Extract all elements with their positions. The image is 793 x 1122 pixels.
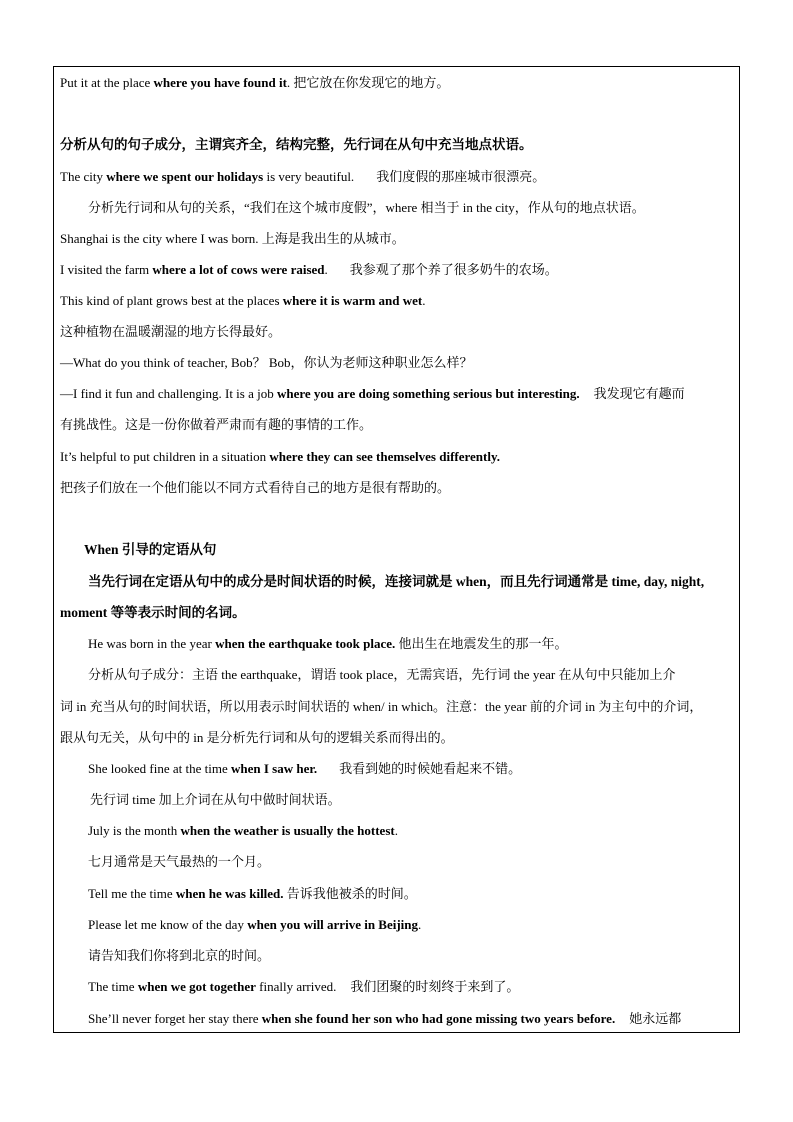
translation-line: 有挑战性。这是一份你做着严肃而有趣的事情的工作。 bbox=[60, 417, 373, 432]
example-line: The time when we got together finally arrived. 我们团聚的时刻终于来到了。 bbox=[88, 979, 520, 994]
example-line: He was born in the year when the earthquake took place. 他出生在地震发生的那一年。 bbox=[88, 636, 568, 651]
document-frame bbox=[53, 66, 740, 1033]
analysis-text: 分析先行词和从句的关系，“我们在这个城市度假”，where 相当于 in the city，作从句的地点状语。 bbox=[88, 200, 645, 215]
example-line: —What do you think of teacher, Bob？ Bob，你认为老师这种职业怎么样？ bbox=[60, 355, 473, 370]
example-line: Shanghai is the city where I was born. 上海是我出生的从城市。 bbox=[60, 231, 405, 246]
translation-line: 这种植物在温暖潮湿的地方长得最好。 bbox=[60, 324, 282, 339]
example-line: The city where we spent our holidays is very beautiful. 我们度假的那座城市很漂亮。 bbox=[60, 169, 546, 184]
translation-line: 请告知我们你将到北京的时间。 bbox=[88, 948, 271, 963]
analysis-text: 跟从句无关，从句中的 in 是分析先行词和从句的逻辑关系而得出的。 bbox=[60, 730, 454, 745]
analysis-text: 词 in 充当从句的时间状语，所以用表示时间状语的 when/ in which。注意：the year 前的介词 in 为主句中的介词， bbox=[60, 699, 703, 714]
analysis-text: 分析从句子成分：主语 the earthquake，谓语 took place，无需宾语，先行词 the year 在从句中只能加上介 bbox=[88, 667, 676, 682]
section-heading: When 引导的定语从句 bbox=[84, 542, 217, 557]
example-line: July is the month when the weather is usually the hottest. bbox=[88, 823, 398, 838]
example-line: It’s helpful to put children in a situation where they can see themselves differently. bbox=[60, 449, 501, 464]
rule-text: 当先行词在定语从句中的成分是时间状语的时候，连接词就是 when，而且先行词通常是 time, day, night, bbox=[88, 574, 705, 589]
translation-line: 七月通常是天气最热的一个月。 bbox=[88, 854, 271, 869]
example-line: —I find it fun and challenging. It is a job where you are doing something serious but interesting. 我发现它有趣而 bbox=[60, 386, 685, 401]
translation-line: 把孩子们放在一个他们能以不同方式看待自己的地方是很有帮助的。 bbox=[60, 480, 451, 495]
example-line: She looked fine at the time when I saw her. 我看到她的时候她看起来不错。 bbox=[88, 761, 522, 776]
example-line: I visited the farm where a lot of cows were raised. 我参观了那个养了很多奶牛的农场。 bbox=[60, 262, 558, 277]
example-line: Put it at the place where you have found it. 把它放在你发现它的地方。 bbox=[60, 75, 450, 90]
example-line: Tell me the time when he was killed. 告诉我他被杀的时间。 bbox=[88, 886, 417, 901]
example-line: She’ll never forget her stay there when she found her son who had gone missing two years before. 她永远都 bbox=[88, 1011, 682, 1026]
example-line: Please let me know of the day when you will arrive in Beijing. bbox=[88, 917, 422, 932]
rule-text: moment 等等表示时间的名词。 bbox=[60, 605, 246, 620]
example-line: This kind of plant grows best at the places where it is warm and wet. bbox=[60, 293, 426, 308]
analysis-text: 先行词 time 加上介词在从句中做时间状语。 bbox=[90, 792, 341, 807]
analysis-heading: 分析从句的句子成分，主谓宾齐全，结构完整，先行词在从句中充当地点状语。 bbox=[60, 137, 533, 152]
